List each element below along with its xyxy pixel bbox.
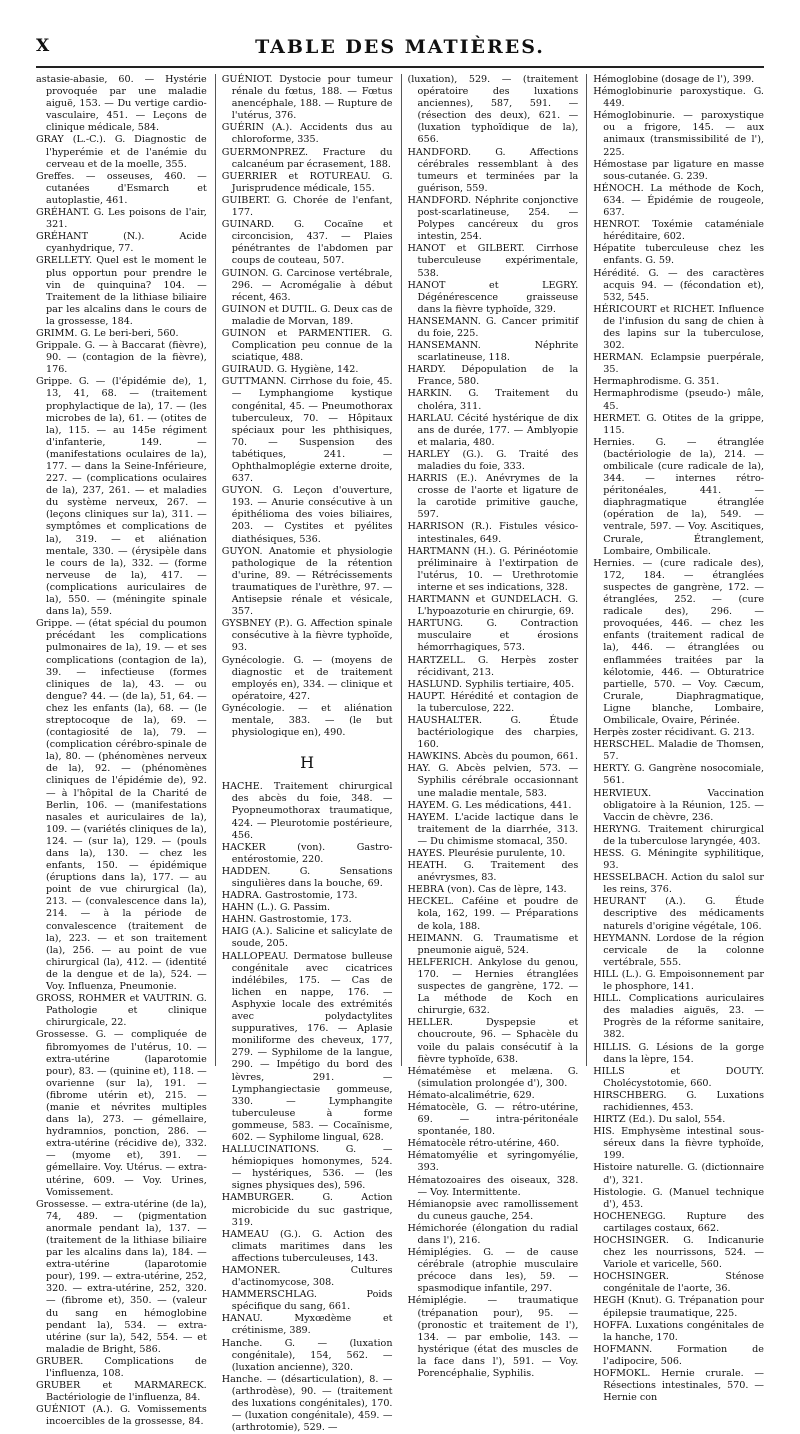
index-entry: HARTZELL. G. Herpès zoster récidivant, 213.: [407, 654, 579, 678]
index-entry: HACHE. Traitement chirurgical des abcès du foie, 348. — Pyopneumothorax traumatique, 424. — Pleurotomie postérieure, 456.: [221, 781, 393, 841]
index-entry: HOFMOKL. Hernie crurale. — Résections intestinales, 570. — Hernie con: [593, 1368, 764, 1404]
index-entry: GRAY (L.-C.). G. Diagnostic de l'hyperémie et de l'anémie du cerveau et de la moelle, 355.: [36, 134, 207, 170]
index-entry: HESSELBACH. Action du salol sur les reins, 376.: [593, 872, 764, 896]
index-entry: HOFMANN. Formation de l'adipocire, 506.: [593, 1343, 764, 1367]
index-entry: HARKIN. G. Traitement du choléra, 311.: [407, 388, 579, 412]
index-entry: Grippale. G. — à Baccarat (fièvre), 90. — (contagion de la fièvre), 176.: [36, 340, 207, 376]
page-title: TABLE DES MATIÈRES.: [255, 36, 545, 58]
index-entry: GUÉNIOT (A.). G. Vomissements incoercibles de la grossesse, 84.: [36, 1404, 207, 1428]
index-entry: HAWKINS. Abcès du poumon, 661.: [407, 751, 579, 763]
index-entry: HANSEMANN. G. Cancer primitif du foie, 225.: [407, 315, 579, 339]
index-entry: HANDFORD. Néphrite conjonctive post-scarlatineuse, 254. — Polypes cancéreux du gros intestin, 254.: [407, 194, 579, 243]
index-entry: HANSEMANN. Néphrite scarlatineuse, 118.: [407, 340, 579, 364]
index-entry: HOFFA. Luxations congénitales de la hanche, 170.: [593, 1319, 764, 1343]
index-entry: HOCHENEGG. Rupture des cartilages costaux, 662.: [593, 1210, 764, 1234]
index-entry: GUINON et DUTIL. G. Deux cas de maladie de Morvan, 189.: [221, 303, 393, 327]
index-entry: HESS. G. Méningite syphilitique, 93.: [593, 848, 764, 872]
column-2: [215, 74, 393, 1434]
index-entry: HAMEAU (G.). G. Action des climats maritimes dans les affections tuberculeuses, 143.: [221, 1228, 393, 1264]
index-entry: Hémostase par ligature en masse sous-cutanée. G. 239.: [593, 158, 764, 182]
index-entry: HARTMANN (H.). G. Périnéotomie préliminaire à l'extirpation de l'utérus, 10. — Urethrotomie interne et ses indications, 328.: [407, 545, 579, 593]
index-entry: GRELLETY. Quel est le moment le plus opportun pour prendre le vin de quinquina? 104. — Traitement de la lithiase biliaire par les alcalins dans le cours de la grossesse, 184.: [36, 255, 207, 327]
index-entry: HAY. G. Abcès pelvien, 573. — Syphilis cérébrale occasionnant une maladie mentale, 583.: [407, 763, 579, 799]
index-entry: GYSBNEY (P.). G. Affection spinale consécutive à la fièvre typhoïde, 93.: [221, 618, 393, 654]
index-entry: HARRISON (R.). Fistules vésico-intestinales, 649.: [407, 521, 579, 545]
index-entry: HEURANT (A.). G. Étude descriptive des médicaments naturels d'origine végétale, 106.: [593, 896, 764, 932]
index-entry: Hémichorée (élongation du radial dans l'), 216.: [407, 1222, 579, 1246]
index-entry: GUYON. G. Leçon d'ouverture, 193. — Anurie consécutive à un épithélioma des voies biliaires, 203. — Cystites et pyélites diathésiques, 536.: [221, 485, 393, 545]
index-entry: HOCHSINGER. G. Indicanurie chez les nourrissons, 524. — Variole et varicelle, 560.: [593, 1235, 764, 1271]
index-entry: Hémoglobinurie. — paroxystique ou a frigore, 145. — aux animaux (transmissibilité de l'), 225.: [593, 110, 764, 158]
column-3: [401, 74, 579, 1380]
index-entry: HOCHSINGER. Sténose congénitale de l'aorte, 36.: [593, 1271, 764, 1295]
index-entry: Hermaphrodisme. G. 351.: [593, 376, 720, 388]
index-entry: (luxation), 529. — (traitement opératoire des luxations anciennes), 587, 591. — (résection des deux), 621. — (luxation typhoïdique de la), 656.: [407, 74, 579, 146]
index-entry: HASLUND. Syphilis tertiaire, 405.: [407, 678, 575, 690]
index-entry: HARRIS (E.). Anévrymes de la crosse de l'aorte et ligature de la carotide primitive gauche, 597.: [407, 473, 579, 521]
index-entry: HERVIEUX. Vaccination obligatoire à la Réunion, 125. — Vaccin de chèvre, 236.: [593, 787, 764, 823]
index-entry: Hématozoaires des oiseaux, 328. — Voy. Intermittente.: [407, 1174, 579, 1198]
index-entry: GRUBER. Complications de l'influenza, 108.: [36, 1355, 207, 1380]
index-entry: Herpès zoster récidivant. G. 213.: [593, 727, 755, 739]
index-entry: GRÉHANT (N.). Acide cyanhydrique, 77.: [36, 231, 207, 255]
index-entry: HECKEL. Caféine et poudre de kola, 162, 199. — Préparations de kola, 188.: [407, 896, 579, 932]
index-entry: Hématocèle, G. — rétro-utérine, 69. — intra-péritonéale spontanée, 180.: [407, 1101, 579, 1138]
index-entry: HAHN. Gastrostomie, 173.: [221, 914, 352, 926]
index-entry: HERTY. G. Gangrène nosocomiale, 561.: [593, 763, 764, 787]
index-entry: HARTMANN et GUNDELACH. G. L'hypoazoturie en chirurgie, 69.: [407, 594, 579, 618]
index-entry: HEBRA (von). Cas de lèpre, 143.: [407, 884, 567, 896]
index-entry: HAUPT. Hérédité et contagion de la tuberculose, 222.: [407, 690, 579, 714]
index-entry: HAMONER. Cultures d'actinomycose, 308.: [221, 1265, 393, 1289]
index-entry: HARTUNG. G. Contraction musculaire et érosions hémorrhagiques, 573.: [407, 618, 579, 654]
index-entry: HAHN (L.). G. Passim.: [221, 902, 331, 914]
index-entry: Histologie. G. (Manuel technique d'), 453.: [593, 1186, 764, 1210]
index-entry: Grippe. G. — (l'épidémie de), 1, 13, 41, 68. — (traitement prophylactique de la), 17. — (les microbes de la), 61. — (otites de la), 115. — au 145e régiment d'infanterie, 149. — (manifestations oculaires de la), 177. — dans la Seine-Inférieure, 227. — (complications oculaires de la), 237, 261. — et maladies du système nerveux, 267. — (leçons cliniques sur la), 311. — symptômes et complications de la), 319. — et aliénation mentale, 330. — (érysipèle dans le cours de la), 332. — (forme nerveuse de la), 417. — (complications auriculaires de la), 550. — (méningite spinale dans la), 559.: [36, 376, 207, 618]
index-entry: GUÉRIN (A.). Accidents dus au chloroforme, 335.: [221, 122, 393, 146]
index-entry: HELLER. Dyspepsie et choucroute, 96. — Sphacèle du voile du palais consécutif à la fièvre typhoïde, 638.: [407, 1017, 579, 1065]
index-entry: GUERMONPREZ. Fracture du calcanéum par écrasement, 188.: [221, 146, 393, 170]
index-entry: Hanche. G. — (luxation congénitale), 154, 562. — (luxation ancienne), 320.: [221, 1337, 393, 1373]
index-entry: HELFERICH. Ankylose du genou, 170. — Hernies étranglées suspectes de gangrène, 172. — La méthode de Koch en chirurgie, 632.: [407, 956, 579, 1017]
index-entry: HANDFORD. G. Affections cérébrales ressemblant à des tumeurs et terminées par la guérison, 559.: [407, 146, 579, 194]
index-entry: HIRTZ (Ed.). Du salol, 554.: [593, 1114, 726, 1126]
index-entry: Hernies. G. — étranglée (bactériologie de la), 214. — ombilicale (cure radicale de la), 344. — internes rétro-péritonéales, 441. — diaphragmatique étranglée (opération de la), 549. — ventrale, 597. — Voy. Ascitiques, Crurale, Étranglement, Lombaire, Ombilicale.: [593, 436, 764, 557]
index-entry: Hernies. — (cure radicale des), 172, 184. — étranglées suspectes de gangrène, 172. — étranglées, 252. — (cure radicale des), 296. — provoquées, 446. — chez les enfants (traitement radical de la), 446. — étranglées ou enflammées traitées par la kélotomie, 446. — Obturatrice partielle, 570. — Voy. Cæcum, Crurale, Diaphragmatique, Ligne blanche, Lombaire, Ombilicale, Ovaire, Périnée.: [593, 557, 764, 726]
index-entry: Hérédité. G. — des caractères acquis 94. — (fécondation et), 532, 545.: [593, 267, 764, 303]
index-entry: GUYON. Anatomie et physiologie pathologique de la rétention d'urine, 89. — Rétrécissements traumatiques de l'urèthre, 97. — Antisepsie rénale et vésicale, 357.: [221, 545, 393, 618]
page-number: X: [36, 36, 50, 56]
index-entry: Grippe. — (état spécial du poumon précédant les complications pulmonaires de la), 19. — et ses complications (contagion de la), 39. — infectieuse (formes cliniques de la), 43. — ou dengue? 44. — (de la), 51, 64. — chez les enfants (la), 68. — (le streptocoque de la), 69. — (contagiosité de la), 79. — (complication cérébro-spinale de la), 80. — (phénomènes nerveux de la), 92. — (phénomènes cliniques de l'épidémie de), 92. — à l'hôpital de la Charité de Berlin, 106. — (manifestations nasales et auriculaires de la), 109. — (variétés cliniques de la), 124. — (sur la), 129. — (pouls dans la), 130. — chez les enfants, 150. — épidémique (éruptions dans la), 177. — au point de vue chirurgical (la), 213. — (convalescence dans la), 214. — à la période de convalescence (traitement de la), 223. — et son traitement (la), 256. — au point de vue chirurgical (la), 412. — (identité de la dengue et de la), 524. — Voy. Influenza, Pneumonie.: [36, 618, 207, 993]
index-entry: HILLS et DOUTY. Cholécystotomie, 660.: [593, 1065, 764, 1089]
index-entry: HAYEM. L'acide lactique dans le traitement de la diarrhée, 313. — Du chimisme stomacal, 350.: [407, 811, 579, 847]
index-entry: HEGH (Knut). G. Trépanation pour épilepsie traumatique, 225.: [593, 1295, 764, 1319]
index-entry: HANAU. Myxœdème et crétinisme, 389.: [221, 1313, 393, 1337]
index-entry: HAIG (A.). Salicine et salicylate de soude, 205.: [221, 926, 393, 950]
column-4: [586, 74, 764, 1404]
index-entry: Hématémèse et melæna. G. (simulation prolongée d'), 300.: [407, 1065, 579, 1089]
index-entry: Greffes. — osseuses, 460. — cutanées d'Esmarch et autoplastie, 461.: [36, 170, 207, 206]
index-entry: Hémianopsie avec ramollissement du cuneus gauche, 254.: [407, 1198, 579, 1222]
index-entry: GUÉNIOT. Dystocie pour tumeur rénale du fœtus, 188. — Fœtus anencéphale, 188. — Rupture de l'utérus, 376.: [221, 74, 393, 122]
index-entry: Histoire naturelle. G. (dictionnaire d'), 321.: [593, 1162, 764, 1186]
index-entry: HEIMANN. G. Traumatisme et pneumonie aiguë, 524.: [407, 932, 579, 956]
index-entry: GUINON. G. Carcinose vertébrale, 296. — Acromégalie à début récent, 463.: [221, 267, 393, 303]
index-entry: Hanche. — (désarticulation), 8. — (arthrodèse), 90. — (traitement des luxations congénitales), 170. — (luxation congénitale), 459. — (arthrotomie), 529. —: [221, 1373, 393, 1434]
index-entry: HERMET. G. Otites de la grippe, 115.: [593, 412, 764, 436]
index-entry: Grossesse. G. — compliquée de fibromyomes de l'utérus, 10. — extra-utérine (laparotomie pour), 83. — (quinine et), 118. — ovarienne (sur la), 191. — (fibrome utérin et), 215. — (manie et névrites multiples dans la), 273. — gémellaire, hydramnios, ponction, 286. — extra-utérine (récidive de), 332. — (myome et), 391. — gémellaire. Voy. Utérus. — extra-utérine, 609. — Voy. Urines, Vomissement.: [36, 1029, 207, 1198]
index-entry: GUERRIER et ROTUREAU. G. Jurisprudence médicale, 155.: [221, 170, 393, 194]
index-entry: GRÉHANT. G. Les poisons de l'air, 321.: [36, 207, 207, 231]
index-entry: HARLEY (G.). G. Traité des maladies du foie, 333.: [407, 448, 579, 472]
index-entry: HAYES. Pleurésie purulente, 10.: [407, 848, 566, 859]
index-entry: GUINON et PARMENTIER. G. Complication peu connue de la sciatique, 488.: [221, 327, 393, 364]
index-entry: Hémato-alcalimétrie, 629.: [407, 1089, 535, 1101]
index-entry: GUIRAUD. G. Hygiène, 142.: [221, 364, 359, 376]
index-entry: HANOT et GILBERT. Cirrhose tuberculeuse expérimentale, 538.: [407, 243, 579, 279]
index-entry: HILL. Complications auriculaires des maladies aiguës, 23. — Progrès de la réforme sanitaire, 382.: [593, 993, 764, 1041]
index-entry: HIS. Emphysème intestinal sous-séreux dans la fièvre typhoïde, 199.: [593, 1126, 764, 1162]
index-entry: HENROT. Toxémie cataméniale héréditaire, 602.: [593, 219, 764, 243]
index-entry: HÉNOCH. La méthode de Koch, 634. — Épidémie de rougeole, 637.: [593, 182, 764, 219]
page-header: [36, 36, 764, 64]
index-entry: HARLAU. Cécité hystérique de dix ans de durée, 177. — Amblyopie et malaria, 480.: [407, 412, 579, 448]
index-entry: HANOT et LEGRY. Dégénérescence graisseuse dans la fièvre typhoïde, 329.: [407, 279, 579, 315]
index-entry: GUIBERT. G. Chorée de l'enfant, 177.: [221, 194, 393, 219]
index-entry: Grossesse. — extra-utérine (de la), 74, 489. — (pigmentation anormale pendant la), 137. — (traitement de la lithiase biliaire par les alcalins dans la), 184. — extra-utérine (laparotomie pour), 199. — extra-utérine, 252, 320. — extra-utérine, 252, 320. — (fibrome et), 350. — (valeur du sang en hémoglobine pendant la), 534. — extra-utérine (sur la), 542, 554. — et maladie de Bright, 586.: [36, 1198, 207, 1355]
index-entry: HERMAN. Eclampsie puerpérale, 35.: [593, 352, 764, 376]
index-entry: HÉRICOURT et RICHET. Influence de l'infusion du sang de chien à des lapins sur la tuberculose, 302.: [593, 303, 764, 352]
index-entry: Hématomyélie et syringomyélie, 393.: [407, 1150, 579, 1174]
header-rule: [36, 66, 764, 68]
index-entry: HACKER (von). Gastro-entérostomie, 220.: [221, 841, 393, 865]
index-entry: Hémoglobinurie paroxystique. G. 449.: [593, 86, 764, 110]
index-entry: HALLUCINATIONS. G. — hémiopiques homonymes, 524. — hystériques, 536. — (les signes physiques des), 596.: [221, 1144, 393, 1192]
index-entry: HERYNG. Traitement chirurgical de la tuberculose laryngée, 403.: [593, 823, 764, 847]
index-entry: GUTTMANN. Cirrhose du foie, 45. — Lymphangiome kystique congénital, 45. — Pneumothorax tuberculeux, 70. — Hôpitaux spéciaux pour les phthisiques, 70. — Suspension des tabétiques, 241. — Ophthalmoplégie externe droite, 637.: [221, 376, 393, 485]
index-entry: Gynécologie. G. — (moyens de diagnostic et de traitement employés en), 334. — clinique et opératoire, 427.: [221, 654, 393, 702]
index-entry: HEYMANN. Lordose de la région cervicale de la colonne vertébrale, 555.: [593, 932, 764, 968]
index-entry: astasie-abasie, 60. — Hystérie provoquée par une maladie aiguë, 153. — Du vertige cardio-vasculaire, 451. — Leçons de clinique médicale, 584.: [36, 74, 207, 134]
index-entry: HADRA. Gastrostomie, 173.: [221, 890, 358, 902]
index-entry: Gynécologie. — et aliénation mentale, 383. — (le but physiologique en), 490.: [221, 702, 393, 739]
index-entry: HIRSCHBERG. G. Luxations rachidiennes, 453.: [593, 1089, 764, 1113]
index-entry: GUINARD. G. Cocaïne et circoncision, 437. — Plaies pénétrantes de l'abdomen par coups de couteau, 507.: [221, 219, 393, 267]
index-entry: HILLIS. G. Lésions de la gorge dans la lèpre, 154.: [593, 1041, 764, 1065]
index-entry: HAUSHALTER. G. Étude bactériologique des charpies, 160.: [407, 714, 579, 751]
index-entry: HERSCHEL. Maladie de Thomsen, 57.: [593, 739, 764, 763]
index-entry: GROSS, ROHMER et VAUTRIN. G. Pathologie et clinique chirurgicale, 22.: [36, 993, 207, 1029]
index-entry: HAMMERSCHLAG. Poids spécifique du sang, 661.: [221, 1289, 393, 1313]
column-1: [36, 74, 207, 1428]
index-entry: HADDEN. G. Sensations singulières dans la bouche, 69.: [221, 865, 393, 889]
index-entry: Hématocèle rétro-utérine, 460.: [407, 1138, 560, 1150]
index-entry: HAYEM. G. Les médications, 441.: [407, 799, 572, 811]
index-entry: HALLOPEAU. Dermatose bulleuse congénitale avec cicatrices indélébiles, 175. — Cas de lichen en nappe, 176. — Asphyxie locale des extrémités avec polydactylites suppuratives, 176. — Aplasie moniliforme des cheveux, 177, 279. — Syphilome de la langue, 290. — Impétigo du bord des lèvres, 291. — Lymphangiectasie gommeuse, 330. — Lymphangite tuberculeuse à forme gommeuse, 583. — Cocaïnisme, 602. — Syphilome lingual, 628.: [221, 950, 393, 1143]
index-entry: HAMBURGER. G. Action microbicide du suc gastrique, 319.: [221, 1192, 393, 1228]
index-entry: Hémiplégie. — traumatique (trépanation pour), 95. — (pronostic et traitement de l'), 134. — par embolie, 143. — hystérique (état des muscles de la face dans l'), 591. — Voy. Porencéphalie, Syphilis.: [407, 1295, 579, 1380]
index-entry: Hépatite tuberculeuse chez les enfants. G. 59.: [593, 243, 764, 267]
section-letter-h: H: [300, 753, 315, 773]
index-entry: Hermaphrodisme (pseudo-) mâle, 45.: [593, 388, 764, 412]
index-entry: HEATH. G. Traitement des anévrysmes, 83.: [407, 860, 579, 884]
index-entry: Hémoglobine (dosage de l'), 399.: [593, 74, 755, 85]
index-entry: GRIMM. G. Le beri-beri, 560.: [36, 327, 179, 339]
index-columns: [36, 74, 764, 1434]
index-entry: HARDY. Dépopulation de la France, 580.: [407, 364, 579, 388]
index-entry: HILL (L.). G. Empoisonnement par le phosphore, 141.: [593, 968, 764, 993]
index-entry: Hémiplégies. G. — de cause cérébrale (atrophie musculaire précoce dans les), 59. — spasmodique infantile, 297.: [407, 1247, 579, 1295]
index-entry: GRUBER et MARMARECK. Bactériologie de l'influenza, 84.: [36, 1380, 207, 1404]
